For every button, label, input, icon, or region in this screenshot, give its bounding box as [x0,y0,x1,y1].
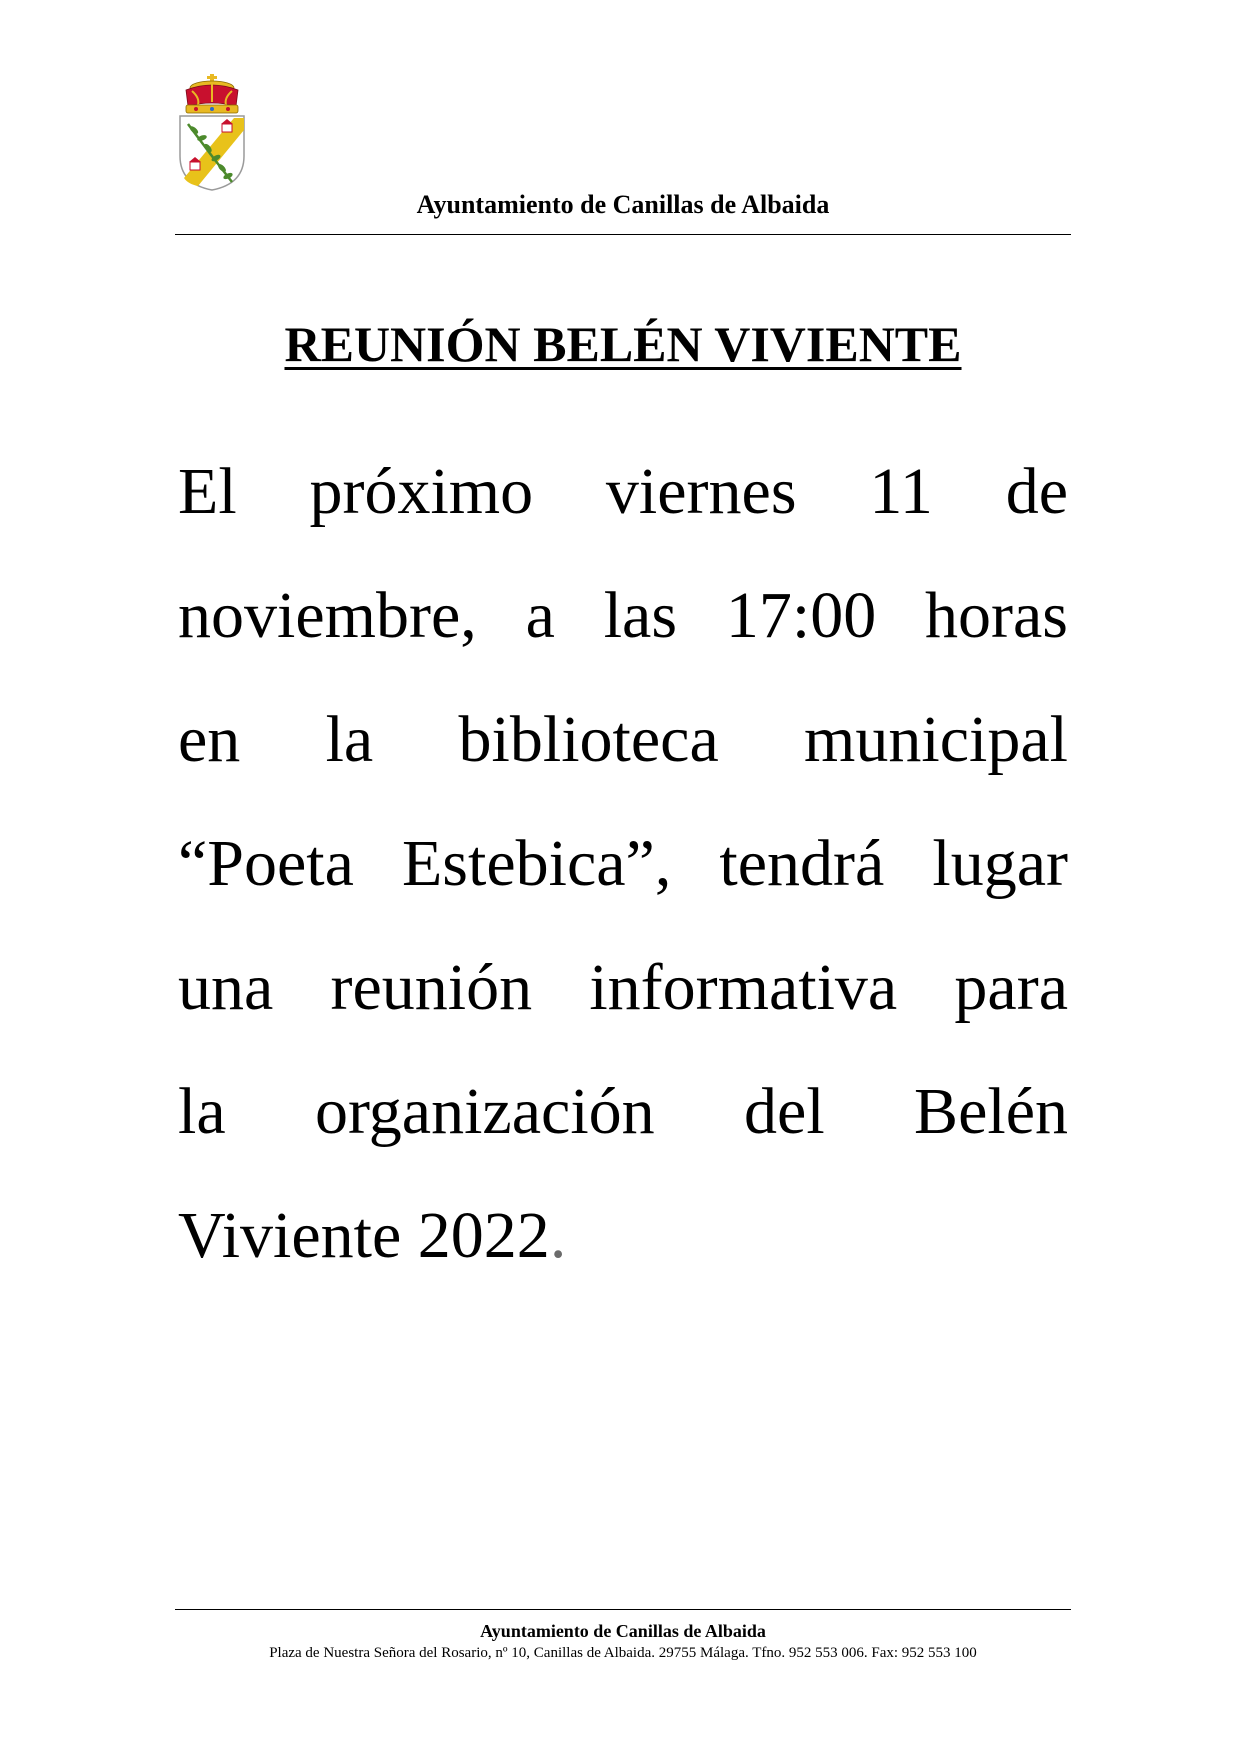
notice-line-last [178,1174,1068,1298]
notice-line: en la biblioteca municipal [178,703,1068,776]
notice-heading-text: REUNIÓN BELÉN VIVIENTE [284,316,962,372]
notice-line-text: Viviente 2022 [178,1199,550,1272]
footer-title: Ayuntamiento de Canillas de Albaida [480,1621,766,1641]
header-title: Ayuntamiento de Canillas de Albaida [416,190,830,219]
notice-line: la organización del Belén [178,1075,1068,1148]
final-period: . [549,1199,567,1272]
notice-line: una reunión informativa para [178,951,1068,1024]
footer-address: Plaza de Nuestra Señora del Rosario, nº 10, Canillas de Albaida. 29755 Málaga. Tfno. 952 553 006. Fax: 952 553 100 [269,1645,977,1661]
header-divider [175,234,1071,235]
notice-body [178,430,1068,1298]
notice-line: noviembre, a las 17:00 horas [178,579,1068,652]
notice-line: “Poeta Estebica”, tendrá lugar [178,827,1068,900]
coat-of-arms-icon [176,74,248,192]
notice-line: El próximo viernes 11 de [178,455,1068,528]
notice-heading [175,314,1071,374]
footer-divider [175,1609,1071,1610]
